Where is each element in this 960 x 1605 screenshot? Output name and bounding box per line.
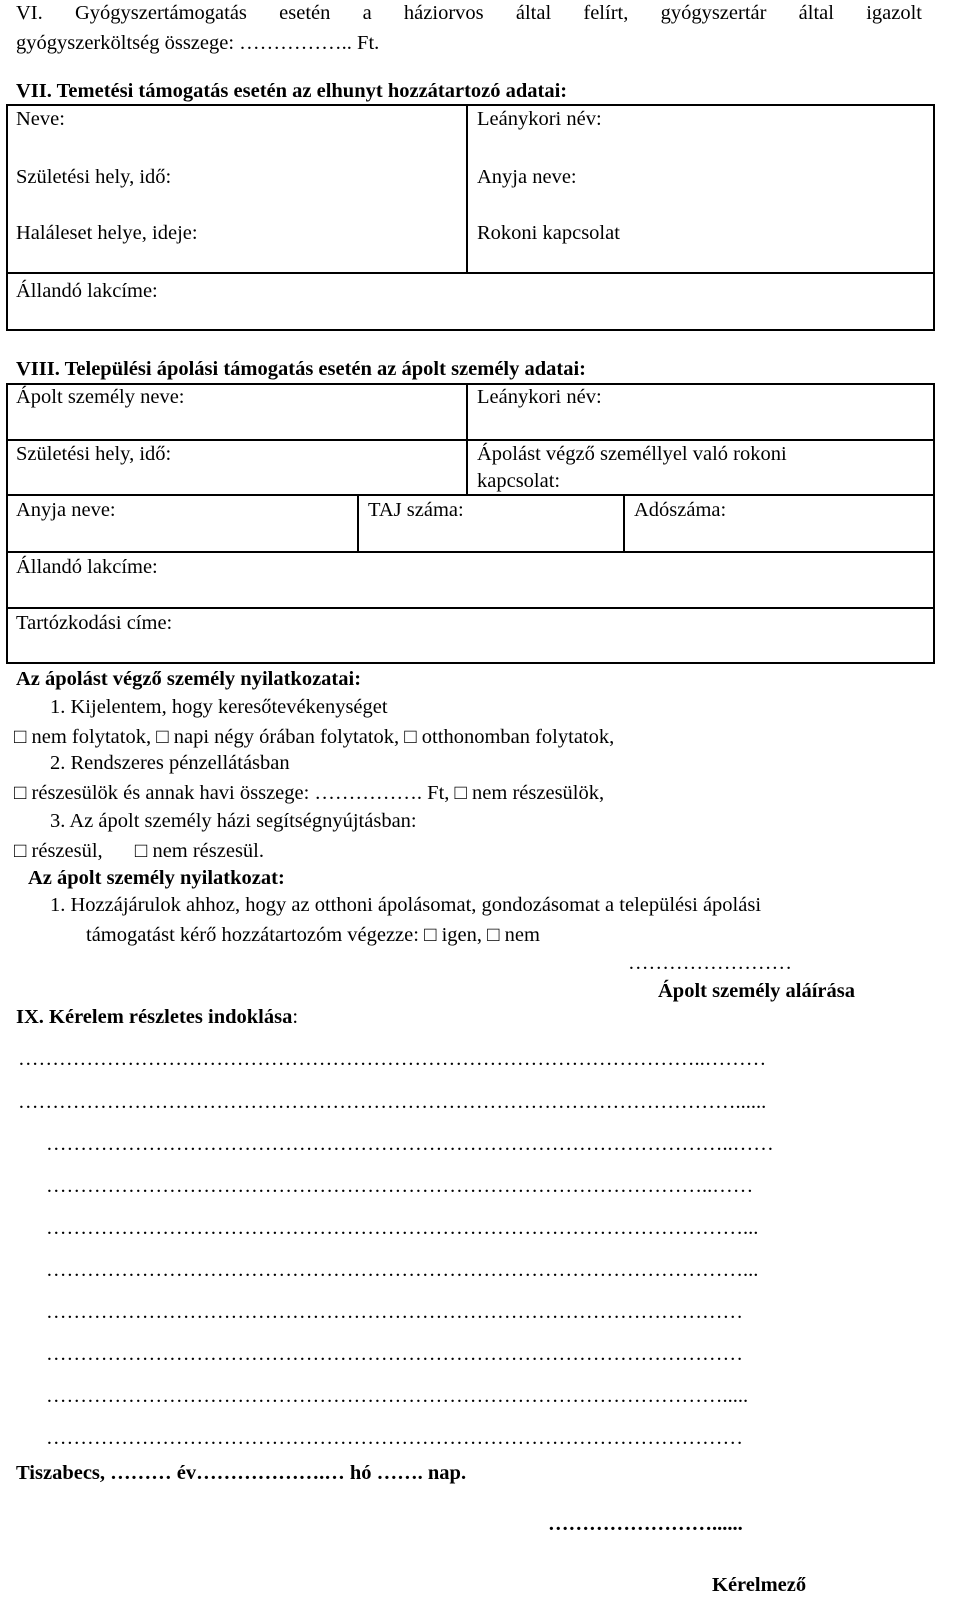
reason-line[interactable]: ……………………………………………………………………………………………...... bbox=[18, 1091, 767, 1113]
applicant-signature-line: ……………………...... bbox=[548, 1513, 743, 1535]
field-tartozkodasi-cim: Tartózkodási címe: bbox=[16, 612, 173, 634]
field-rokoni-kapcsolat-1: Ápolást végző személlyel való rokoni bbox=[477, 443, 787, 465]
field-rokoni-kapcsolat-2: kapcsolat: bbox=[477, 470, 561, 492]
table-divider bbox=[6, 551, 935, 553]
declarations-title: Az ápolást végző személy nyilatkozatai: bbox=[16, 668, 362, 690]
table-divider bbox=[623, 494, 625, 552]
section-7-title: VII. Temetési támogatás esetén az elhunyt hozzátartozó adatai: bbox=[16, 80, 568, 102]
reason-line[interactable]: ………………………………………………………………………………………… bbox=[46, 1427, 743, 1449]
table-divider bbox=[466, 104, 468, 273]
checkbox-nem[interactable]: □ bbox=[487, 924, 500, 946]
field-szuletesi-hely: Születési hely, idő: bbox=[16, 166, 172, 188]
option-label: otthonomban folytatok, bbox=[421, 726, 615, 748]
checkbox-napi-negy-ora[interactable]: □ bbox=[156, 726, 169, 748]
field-apolt-neve: Ápolt személy neve: bbox=[16, 386, 185, 408]
field-szuletesi-hely: Születési hely, idő: bbox=[16, 443, 172, 465]
reason-line[interactable]: ……………………………………………………………………………………..…… bbox=[46, 1175, 754, 1197]
table-divider bbox=[6, 439, 935, 441]
apolt-signature-label: Ápolt személy aláírása bbox=[658, 980, 855, 1002]
field-anyja-neve: Anyja neve: bbox=[477, 166, 577, 188]
section-9-title: IX. Kérelem részletes indoklása: bbox=[16, 1006, 299, 1028]
table-divider bbox=[466, 383, 468, 495]
section-6-line2: gyógyszerköltség összege: …………….. Ft. bbox=[16, 32, 380, 54]
checkbox-reszesul[interactable]: □ bbox=[14, 840, 27, 862]
table-divider bbox=[6, 607, 935, 609]
option-label: részesülök és annak havi összege: ……………. Ft, bbox=[31, 782, 450, 804]
declaration-options-2 bbox=[14, 782, 604, 806]
reason-line[interactable]: ………………………………………………………………………………………..……… bbox=[18, 1048, 767, 1070]
declaration-options-1 bbox=[14, 726, 614, 750]
apolt-signature-line: …………………… bbox=[628, 952, 792, 974]
applicant-signature-label: Kérelmező bbox=[712, 1574, 807, 1596]
checkbox-reszesulok[interactable]: □ bbox=[14, 782, 27, 804]
checkbox-igen[interactable]: □ bbox=[424, 924, 437, 946]
field-rokoni-kapcsolat: Rokoni kapcsolat bbox=[477, 222, 620, 244]
apolt-declaration-line1: 1. Hozzájárulok ahhoz, hogy az otthoni ápolásomat, gondozásomat a települési ápolási bbox=[50, 894, 762, 916]
apolt-declaration-line2: támogatást kérő hozzátartozóm végezze: □ igen, □ nem bbox=[86, 924, 540, 946]
field-halaleset: Haláleset helye, ideje: bbox=[16, 222, 198, 244]
apolt-declaration-title: Az ápolt személy nyilatkozat: bbox=[28, 867, 285, 889]
field-lakcim: Állandó lakcíme: bbox=[16, 280, 158, 302]
section-6-line1: VI. Gyógyszertámogatás esetén a háziorvos által felírt, gyógyszertár által igazolt bbox=[16, 2, 922, 24]
declaration-item-2: 2. Rendszeres pénzellátásban bbox=[50, 752, 290, 774]
checkbox-nem-folytatok[interactable]: □ bbox=[14, 726, 27, 748]
field-adoszama: Adószáma: bbox=[634, 499, 727, 521]
checkbox-nem-reszesul[interactable]: □ bbox=[134, 840, 148, 862]
reason-line[interactable]: ………………………………………………………………………………………… bbox=[46, 1301, 743, 1323]
place-date: Tiszabecs, ……… év……………….… hó ……. nap. bbox=[16, 1462, 467, 1484]
reason-line[interactable]: …………………………………………………………………………………………... bbox=[46, 1217, 759, 1239]
table-divider bbox=[6, 272, 935, 274]
option-label: nem részesül. bbox=[152, 840, 265, 862]
table-divider bbox=[6, 494, 935, 496]
field-taj-szama: TAJ száma: bbox=[368, 499, 464, 521]
field-anyja-neve: Anyja neve: bbox=[16, 499, 116, 521]
reason-line[interactable]: ………………………………………………………………………………………… bbox=[46, 1343, 743, 1365]
field-leanykori-nev: Leánykori név: bbox=[477, 386, 602, 408]
declaration-item-1: 1. Kijelentem, hogy keresőtevékenységet bbox=[50, 696, 388, 718]
option-label: nem bbox=[504, 924, 540, 946]
option-label: nem részesülök, bbox=[472, 782, 605, 804]
reason-line[interactable]: ………………………………………………………………………………………..…… bbox=[46, 1133, 774, 1155]
reason-line[interactable]: ………………………………………………………………………………………..... bbox=[46, 1385, 749, 1407]
reason-line[interactable]: …………………………………………………………………………………………... bbox=[46, 1259, 759, 1281]
checkbox-otthonomban[interactable]: □ bbox=[404, 726, 417, 748]
checkbox-nem-reszesulok[interactable]: □ bbox=[454, 782, 467, 804]
declaration-item-3: 3. Az ápolt személy házi segítségnyújtásban: bbox=[50, 810, 417, 832]
option-label: napi négy órában folytatok, bbox=[173, 726, 400, 748]
declaration-options-3 bbox=[14, 840, 264, 864]
option-label: részesül, bbox=[31, 840, 103, 862]
table-divider bbox=[357, 494, 359, 552]
option-label: nem folytatok, bbox=[31, 726, 152, 748]
option-label: igen, bbox=[441, 924, 483, 946]
section-8-title: VIII. Települési ápolási támogatás esetén az ápolt személy adatai: bbox=[16, 358, 586, 380]
field-lakcim: Állandó lakcíme: bbox=[16, 556, 158, 578]
field-neve: Neve: bbox=[16, 108, 65, 130]
field-leanykori-nev: Leánykori név: bbox=[477, 108, 602, 130]
